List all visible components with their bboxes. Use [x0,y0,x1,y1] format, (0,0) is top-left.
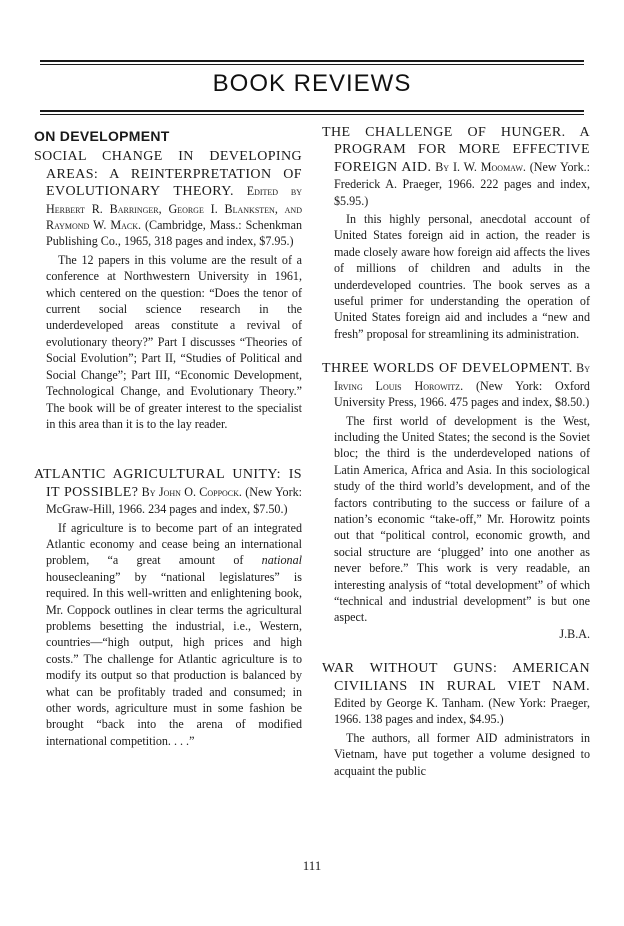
review-text-a: If agriculture is to become part of an integrated Atlantic economy and cease being an international problem, “a great amount of [46,520,302,568]
edited-by: Edited by [246,184,302,199]
book-title: ATLANTIC AGRICULTURAL UNITY: IS IT POSSIBLE? [34,467,302,500]
review-text [46,520,302,750]
right-column [322,124,590,797]
review-text: In this highly personal, anecdotal account of United States foreign aid in action, the reader is made closely aware how foreign aid affects the lives of millions of children and adults in the underdeveloped countries. The book serves as a useful primer for understanding the operation of United States foreign aid and includes a “new and fresh” proposal for streamlining its administration. [334,212,590,341]
review-text: The 12 papers in this volume are the result of a conference at Northwestern University in 1961, which centered on the question: “Does the tenor of current social science research in the underdeveloped areas constitute a revival of evolutionary theory?” Part I discusses “Theories of Social Evolution”; Part II, “Studies of Political and Social Change”; Part III, “Economic Development, Technological Change, and Evolutionary Theory.” The book will be of greater interest to the specialist in this area than it is to the lay reader. [46,252,302,431]
review-heading [34,466,302,517]
publisher-info: (New York: McGraw-Hill, 1966. 234 pages and index, $7.50.) [46,484,303,517]
page-number: 111 [302,858,322,873]
by-label: By [435,159,450,174]
by-label: By [576,361,590,376]
review-body [34,252,302,432]
review-text: The authors, all former AID administrators in Vietnam, have put together a volume designed to acquaint the public [334,730,590,778]
review-atlantic [34,466,302,749]
title-rule-thin [40,114,584,115]
by-label: By [141,484,156,499]
review-heading [322,660,590,728]
book-authors: Herbert R. Barringer, George I. Blanksten, and Raymond W. Mack. [46,201,302,233]
left-column [34,124,302,769]
book-title: SOCIAL CHANGE IN DEVELOPING AREAS: A REINTERPRETATION OF EVOLUTIONARY THEORY. [34,149,302,200]
review-three-worlds [322,360,590,642]
book-authors: Irving Louis Horowitz. [334,378,464,393]
review-war-without-guns [322,660,590,779]
book-authors: John O. Coppock. [158,484,242,499]
review-text-emphasis: national [261,553,302,568]
section-heading: ON DEVELOPMENT [34,128,170,144]
review-body [34,520,302,750]
publisher-info: (New York.: Frederick A. Praeger, 1966. 222 pages and index, $5.95.) [334,159,591,208]
publisher-info: (Cambridge, Mass.: Schenkman Publishing Co., 1965, 318 pages and index, $7.95.) [46,218,302,249]
review-heading [34,148,302,249]
book-authors: I. W. Moomaw. [452,159,526,174]
title-rule-thick [40,110,584,112]
review-body [322,211,590,342]
review-text-b: housecleaning” by “national legislatures” is required. In this well-written and enlightening book, Mr. Coppock outlines in clear terms the agricultural problems besetting the industrial, i.e., Western, countries—“high output, high prices and high costs.” The challenge for Atlantic agriculture is to modify its output so that production is balanced by what can be profitably traded and consumed; in other words, agriculture must in some fashion be brought “back into the arena of modified international competition. . . .” [46,569,302,748]
top-rule-thin [40,64,584,65]
review-text: The first world of development is the West, including the United States; the second is the Soviet bloc; the third is the underdeveloped nations of Latin America, Africa and Asia. In this sociological study of the third world’s development, and of the factors contributing to the success or failure of a nation’s economic “take-off,” Mr. Horowitz points out that “political control, economic growth, and social structure are ‘plugged’ into one another as never before.” This work is very readable, an interesting analysis of “total development” of which “technical and industrial development” is but one aspect. [334,413,590,625]
top-rule-thick [40,60,584,62]
book-title: THREE WORLDS OF DEVELOPMENT. [322,361,573,377]
review-body [322,730,590,779]
reviewer-initials: J.B.A. [559,626,590,641]
review-body [322,413,590,626]
review-heading [322,124,590,209]
publisher-info: (New York: Oxford University Press, 1966. 475 pages and index, $8.50.) [334,378,590,410]
review-heading [322,360,590,410]
review-challenge-of-hunger [322,124,590,342]
book-title: WAR WITHOUT GUNS: AMERICAN CIVILIANS IN RURAL VIET NAM. [322,661,590,694]
review-social-change [34,148,302,432]
book-title: THE CHALLENGE OF HUNGER. A PROGRAM FOR MORE EFFECTIVE FOREIGN AID. [322,125,590,175]
page-title: BOOK REVIEWS [212,70,412,97]
publisher-info: Edited by George K. Tanham. (New York: Praeger, 1966. 138 pages and index, $4.95.) [334,696,590,727]
